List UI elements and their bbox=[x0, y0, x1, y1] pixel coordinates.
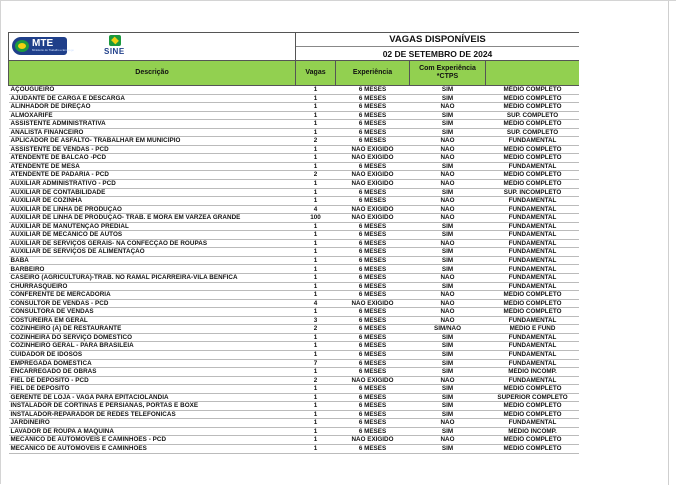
table-row bbox=[9, 214, 580, 223]
escolaridade-cell: MÉDIO COMPLETO bbox=[486, 444, 580, 453]
description-cell: AUXILIAR DE SERVIÇOS DE ALIMENTAÇÃO bbox=[9, 248, 296, 257]
experiencia-cell: NÃO EXIGIDO bbox=[336, 180, 410, 189]
description-cell: GERENTE DE LOJA - VAGA PARA EPITACIOLÂNDIA bbox=[9, 393, 296, 402]
ctps-cell: SIM bbox=[410, 86, 486, 95]
sine-logo bbox=[104, 35, 126, 59]
table-row bbox=[9, 111, 580, 120]
table-row bbox=[9, 145, 580, 154]
ctps-cell: SIM bbox=[410, 368, 486, 377]
vagas-cell: 1 bbox=[296, 86, 336, 95]
vagas-cell: 100 bbox=[296, 214, 336, 223]
vagas-cell: 1 bbox=[296, 282, 336, 291]
experiencia-cell: 6 MESES bbox=[336, 291, 410, 300]
experiencia-cell: NÃO EXIGIDO bbox=[336, 171, 410, 180]
experiencia-cell: 6 MESES bbox=[336, 419, 410, 428]
experiencia-cell: 6 MESES bbox=[336, 274, 410, 283]
description-cell: AUXILIAR DE MECÂNICO DE AUTOS bbox=[9, 231, 296, 240]
ctps-cell: SIM bbox=[410, 111, 486, 120]
description-cell: CASEIRO (AGRICULTURA)-TRAB. NO RAMAL PICARREIRA-VILA BENFICA bbox=[9, 274, 296, 283]
vagas-cell: 1 bbox=[296, 368, 336, 377]
table-row bbox=[9, 265, 580, 274]
table-row bbox=[9, 103, 580, 112]
escolaridade-cell: FUNDAMENTAL bbox=[486, 137, 580, 146]
page-edge bbox=[668, 1, 669, 485]
ctps-cell: NÃO bbox=[410, 274, 486, 283]
description-cell: MECÂNICO DE AUTOMÓVEIS E CAMINHÕES - PCD bbox=[9, 436, 296, 445]
table-row bbox=[9, 231, 580, 240]
table-row bbox=[9, 188, 580, 197]
escolaridade-cell: FUNDAMENTAL bbox=[486, 248, 580, 257]
experiencia-cell: 6 MESES bbox=[336, 239, 410, 248]
ctps-cell: SIM/NÃO bbox=[410, 325, 486, 334]
vagas-cell: 1 bbox=[296, 128, 336, 137]
vagas-cell: 2 bbox=[296, 376, 336, 385]
description-cell: AUXILIAR DE CONTABILIDADE bbox=[9, 188, 296, 197]
column-header-descricao: Descrição bbox=[9, 61, 296, 86]
escolaridade-cell: MÉDIO COMPLETO bbox=[486, 410, 580, 419]
mte-logo bbox=[12, 37, 74, 55]
vagas-cell: 2 bbox=[296, 171, 336, 180]
experiencia-cell: 6 MESES bbox=[336, 256, 410, 265]
escolaridade-cell: MÉDIO COMPLETO bbox=[486, 385, 580, 394]
table-row bbox=[9, 154, 580, 163]
vagas-cell: 1 bbox=[296, 103, 336, 112]
experiencia-cell: 6 MESES bbox=[336, 103, 410, 112]
escolaridade-cell: FUNDAMENTAL bbox=[486, 316, 580, 325]
column-header-com-experiencia: Com Experiência *CTPS bbox=[410, 61, 486, 86]
escolaridade-cell: FUNDAMENTAL bbox=[486, 197, 580, 206]
description-cell: JARDINEIRO bbox=[9, 419, 296, 428]
experiencia-cell: NÃO EXIGIDO bbox=[336, 376, 410, 385]
vagas-cell: 1 bbox=[296, 239, 336, 248]
table-row bbox=[9, 171, 580, 180]
experiencia-cell: 6 MESES bbox=[336, 162, 410, 171]
experiencia-cell: 6 MESES bbox=[336, 316, 410, 325]
escolaridade-cell: MÉDIO COMPLETO bbox=[486, 94, 580, 103]
experiencia-cell: 6 MESES bbox=[336, 427, 410, 436]
column-header-row bbox=[9, 61, 580, 86]
experiencia-cell: 6 MESES bbox=[336, 350, 410, 359]
ctps-cell: SIM bbox=[410, 350, 486, 359]
description-cell: ATENDENTE DE BALCÃO -PCD bbox=[9, 154, 296, 163]
column-header-vagas: Vagas bbox=[296, 61, 336, 86]
sine-logo-text: SINE bbox=[104, 47, 125, 56]
escolaridade-cell: FUNDAMENTAL bbox=[486, 162, 580, 171]
table-row bbox=[9, 248, 580, 257]
vagas-cell: 1 bbox=[296, 248, 336, 257]
ctps-cell: SIM bbox=[410, 188, 486, 197]
vagas-cell: 1 bbox=[296, 256, 336, 265]
description-cell: COZINHEIRA DO SERVIÇO DOMÉSTICO bbox=[9, 333, 296, 342]
description-cell: AUXILIAR DE MANUTENÇÃO PREDIAL bbox=[9, 222, 296, 231]
experiencia-cell: NÃO EXIGIDO bbox=[336, 214, 410, 223]
ctps-cell: SIM bbox=[410, 222, 486, 231]
experiencia-cell: NÃO EXIGIDO bbox=[336, 299, 410, 308]
description-cell: FIEL DE DEPÓSITO bbox=[9, 385, 296, 394]
vagas-cell: 1 bbox=[296, 265, 336, 274]
vagas-cell: 4 bbox=[296, 205, 336, 214]
column-header-escolaridade bbox=[486, 61, 580, 86]
mte-logo-subtext: Ministério do Trabalho e Emprego bbox=[32, 48, 74, 52]
table-row bbox=[9, 291, 580, 300]
description-cell: COZINHEIRO (A) DE RESTAURANTE bbox=[9, 325, 296, 334]
description-cell: AJUDANTE DE CARGA E DESCARGA bbox=[9, 94, 296, 103]
experiencia-cell: 6 MESES bbox=[336, 342, 410, 351]
description-cell: COZINHEIRO GERAL - PARA BRASILÉIA bbox=[9, 342, 296, 351]
description-cell: ATENDENTE DE PADARIA - PCD bbox=[9, 171, 296, 180]
table-row bbox=[9, 299, 580, 308]
vagas-cell: 1 bbox=[296, 342, 336, 351]
escolaridade-cell: FUNDAMENTAL bbox=[486, 376, 580, 385]
vagas-cell: 1 bbox=[296, 393, 336, 402]
ctps-cell: NÃO bbox=[410, 171, 486, 180]
ctps-cell: NÃO bbox=[410, 137, 486, 146]
vagas-cell: 1 bbox=[296, 197, 336, 206]
table-row bbox=[9, 162, 580, 171]
table-row bbox=[9, 368, 580, 377]
table-row bbox=[9, 137, 580, 146]
table-row bbox=[9, 419, 580, 428]
description-cell: AÇOUGUEIRO bbox=[9, 86, 296, 95]
description-cell: CHURRASQUEIRO bbox=[9, 282, 296, 291]
ctps-cell: SIM bbox=[410, 256, 486, 265]
ctps-cell: NÃO bbox=[410, 154, 486, 163]
experiencia-cell: 6 MESES bbox=[336, 308, 410, 317]
experiencia-cell: 6 MESES bbox=[336, 128, 410, 137]
table-row bbox=[9, 256, 580, 265]
experiencia-cell: 6 MESES bbox=[336, 137, 410, 146]
table-row bbox=[9, 359, 580, 368]
description-cell: AUXILIAR DE LINHA DE PRODUÇÃO- TRAB. E MORA EM VARZEA GRANDE bbox=[9, 214, 296, 223]
experiencia-cell: NÃO EXIGIDO bbox=[336, 145, 410, 154]
table-row bbox=[9, 427, 580, 436]
experiencia-cell: 6 MESES bbox=[336, 188, 410, 197]
escolaridade-cell: MÉDIO INCOMP. bbox=[486, 427, 580, 436]
ctps-cell: SIM bbox=[410, 393, 486, 402]
vagas-cell: 1 bbox=[296, 291, 336, 300]
description-cell: AUXILIAR DE LINHA DE PRODUÇÃO bbox=[9, 205, 296, 214]
escolaridade-cell: MÉDIO COMPLETO bbox=[486, 120, 580, 129]
escolaridade-cell: MÉDIO COMPLETO bbox=[486, 180, 580, 189]
escolaridade-cell: MÉDIO INCOMP. bbox=[486, 368, 580, 377]
escolaridade-cell: MÉDIO COMPLETO bbox=[486, 402, 580, 411]
table-row bbox=[9, 197, 580, 206]
table-row bbox=[9, 402, 580, 411]
vagas-cell: 1 bbox=[296, 274, 336, 283]
vagas-cell: 1 bbox=[296, 427, 336, 436]
description-cell: INSTALADOR-REPARADOR DE REDES TELEFÔNICAS bbox=[9, 410, 296, 419]
ctps-cell: SIM bbox=[410, 410, 486, 419]
ctps-cell: SIM bbox=[410, 94, 486, 103]
page-title: VAGAS DISPONÍVEIS bbox=[296, 33, 580, 47]
escolaridade-cell: MÉDIO COMPLETO bbox=[486, 299, 580, 308]
table-row bbox=[9, 120, 580, 129]
ctps-cell: SIM bbox=[410, 385, 486, 394]
description-cell: ENCARREGADO DE OBRAS bbox=[9, 368, 296, 377]
escolaridade-cell: FUNDAMENTAL bbox=[486, 265, 580, 274]
ctps-cell: SIM bbox=[410, 342, 486, 351]
ctps-cell: NÃO bbox=[410, 103, 486, 112]
table-row bbox=[9, 350, 580, 359]
vagas-cell: 1 bbox=[296, 162, 336, 171]
experiencia-cell: 6 MESES bbox=[336, 402, 410, 411]
experiencia-cell: 6 MESES bbox=[336, 94, 410, 103]
ctps-cell: NÃO bbox=[410, 316, 486, 325]
description-cell: ALMOXARIFE bbox=[9, 111, 296, 120]
ctps-cell: SIM bbox=[410, 231, 486, 240]
ctps-cell: NÃO bbox=[410, 308, 486, 317]
description-cell: ANALISTA FINANCEIRO bbox=[9, 128, 296, 137]
description-cell: BABÁ bbox=[9, 256, 296, 265]
vagas-cell: 1 bbox=[296, 385, 336, 394]
ctps-cell: NÃO bbox=[410, 299, 486, 308]
description-cell: ALINHADOR DE DIREÇÃO bbox=[9, 103, 296, 112]
experiencia-cell: 6 MESES bbox=[336, 86, 410, 95]
table-row bbox=[9, 444, 580, 453]
vagas-cell: 1 bbox=[296, 222, 336, 231]
escolaridade-cell: SUP. COMPLETO bbox=[486, 111, 580, 120]
description-cell: ASSISTENTE ADMINISTRATIVA bbox=[9, 120, 296, 129]
table-row bbox=[9, 376, 580, 385]
table-row bbox=[9, 274, 580, 283]
description-cell: AUXILIAR DE SERVIÇOS GERAIS- NA CONFECÇÃO DE ROUPAS bbox=[9, 239, 296, 248]
experiencia-cell: 6 MESES bbox=[336, 197, 410, 206]
experiencia-cell: 6 MESES bbox=[336, 222, 410, 231]
description-cell: EMPREGADA DOMÉSTICA bbox=[9, 359, 296, 368]
vagas-cell: 1 bbox=[296, 94, 336, 103]
vagas-cell: 1 bbox=[296, 419, 336, 428]
experiencia-cell: 6 MESES bbox=[336, 111, 410, 120]
escolaridade-cell: FUNDAMENTAL bbox=[486, 282, 580, 291]
ctps-cell: NÃO bbox=[410, 436, 486, 445]
table-row bbox=[9, 239, 580, 248]
table-row bbox=[9, 325, 580, 334]
escolaridade-cell: MÉDIO COMPLETO bbox=[486, 86, 580, 95]
vagas-cell: 1 bbox=[296, 436, 336, 445]
table-row bbox=[9, 333, 580, 342]
escolaridade-cell: FUNDAMENTAL bbox=[486, 214, 580, 223]
ctps-cell: SIM bbox=[410, 333, 486, 342]
description-cell: AUXILIAR ADMINISTRATIVO - PCD bbox=[9, 180, 296, 189]
vagas-cell: 1 bbox=[296, 350, 336, 359]
ctps-cell: SIM bbox=[410, 162, 486, 171]
vagas-cell: 1 bbox=[296, 111, 336, 120]
vagas-cell: 1 bbox=[296, 154, 336, 163]
spreadsheet bbox=[8, 32, 579, 484]
description-cell: BARBEIRO bbox=[9, 265, 296, 274]
escolaridade-cell: FUNDAMENTAL bbox=[486, 342, 580, 351]
vagas-cell: 2 bbox=[296, 325, 336, 334]
vagas-cell: 1 bbox=[296, 180, 336, 189]
vagas-cell: 7 bbox=[296, 359, 336, 368]
description-cell: LAVADOR DE ROUPA A MAQUINA bbox=[9, 427, 296, 436]
vagas-cell: 1 bbox=[296, 402, 336, 411]
ctps-cell: NÃO bbox=[410, 180, 486, 189]
description-cell: CUIDADOR DE IDOSOS bbox=[9, 350, 296, 359]
escolaridade-cell: MÉDIO COMPLETO bbox=[486, 145, 580, 154]
vagas-cell: 1 bbox=[296, 333, 336, 342]
escolaridade-cell: FUNDAMENTAL bbox=[486, 205, 580, 214]
vagas-cell: 1 bbox=[296, 410, 336, 419]
ctps-cell: SIM bbox=[410, 120, 486, 129]
experiencia-cell: 6 MESES bbox=[336, 359, 410, 368]
escolaridade-cell: MÉDIO COMPLETO bbox=[486, 171, 580, 180]
vagas-cell: 1 bbox=[296, 231, 336, 240]
experiencia-cell: 6 MESES bbox=[336, 333, 410, 342]
ctps-cell: NÃO bbox=[410, 145, 486, 154]
ctps-cell: SIM bbox=[410, 282, 486, 291]
escolaridade-cell: SUPERIOR COMPLETO bbox=[486, 393, 580, 402]
escolaridade-cell: MÉDIO E FUND bbox=[486, 325, 580, 334]
description-cell: ASSISTENTE DE VENDAS - PCD bbox=[9, 145, 296, 154]
mte-logo-text: MTE bbox=[32, 38, 54, 49]
vagas-cell: 1 bbox=[296, 120, 336, 129]
ctps-cell: SIM bbox=[410, 128, 486, 137]
escolaridade-cell: MÉDIO COMPLETO bbox=[486, 154, 580, 163]
ctps-cell: NÃO bbox=[410, 376, 486, 385]
page-date: 02 DE SETEMBRO DE 2024 bbox=[296, 47, 580, 61]
table-row bbox=[9, 205, 580, 214]
escolaridade-cell: FUNDAMENTAL bbox=[486, 350, 580, 359]
description-cell: MECÂNICO DE AUTOMÓVEIS E CAMINHÕES bbox=[9, 444, 296, 453]
vagas-cell: 1 bbox=[296, 444, 336, 453]
escolaridade-cell: SUP. COMPLETO bbox=[486, 128, 580, 137]
ctps-cell: SIM bbox=[410, 444, 486, 453]
ctps-cell: NÃO bbox=[410, 419, 486, 428]
table-row bbox=[9, 94, 580, 103]
experiencia-cell: 6 MESES bbox=[336, 410, 410, 419]
table-row bbox=[9, 393, 580, 402]
escolaridade-cell: FUNDAMENTAL bbox=[486, 239, 580, 248]
vagas-cell: 1 bbox=[296, 188, 336, 197]
description-cell: CONFERENTE DE MERCADORIA bbox=[9, 291, 296, 300]
description-cell: ATENDENTE DE MESA bbox=[9, 162, 296, 171]
vagas-cell: 4 bbox=[296, 299, 336, 308]
escolaridade-cell: FUNDAMENTAL bbox=[486, 419, 580, 428]
experiencia-cell: 6 MESES bbox=[336, 282, 410, 291]
description-cell: CONSULTOR DE VENDAS - PCD bbox=[9, 299, 296, 308]
escolaridade-cell: FUNDAMENTAL bbox=[486, 333, 580, 342]
column-header-experiencia: Experiência bbox=[336, 61, 410, 86]
table-row bbox=[9, 308, 580, 317]
escolaridade-cell: MÉDIO COMPLETO bbox=[486, 291, 580, 300]
escolaridade-cell: FUNDAMENTAL bbox=[486, 274, 580, 283]
ctps-cell: NÃO bbox=[410, 197, 486, 206]
vagas-cell: 3 bbox=[296, 316, 336, 325]
escolaridade-cell: SUP. INCOMPLETO bbox=[486, 188, 580, 197]
vacancies-table bbox=[8, 32, 579, 454]
experiencia-cell: 6 MESES bbox=[336, 248, 410, 257]
description-cell: APLICADOR DE ASFALTO- TRABALHAR EM MUNICÍPIO bbox=[9, 137, 296, 146]
ctps-cell: NÃO bbox=[410, 214, 486, 223]
escolaridade-cell: FUNDAMENTAL bbox=[486, 359, 580, 368]
vagas-cell: 1 bbox=[296, 308, 336, 317]
experiencia-cell: NÃO EXIGIDO bbox=[336, 154, 410, 163]
ctps-cell: SIM bbox=[410, 359, 486, 368]
ctps-cell: SIM bbox=[410, 427, 486, 436]
experiencia-cell: 6 MESES bbox=[336, 368, 410, 377]
table-row bbox=[9, 410, 580, 419]
table-row bbox=[9, 180, 580, 189]
escolaridade-cell: MÉDIO COMPLETO bbox=[486, 308, 580, 317]
experiencia-cell: 6 MESES bbox=[336, 393, 410, 402]
escolaridade-cell: FUNDAMENTAL bbox=[486, 231, 580, 240]
escolaridade-cell: MÉDIO COMPLETO bbox=[486, 436, 580, 445]
escolaridade-cell: FUNDAMENTAL bbox=[486, 256, 580, 265]
ctps-cell: NÃO bbox=[410, 291, 486, 300]
table-row bbox=[9, 385, 580, 394]
table-row bbox=[9, 342, 580, 351]
ctps-cell: NÃO bbox=[410, 205, 486, 214]
experiencia-cell: 6 MESES bbox=[336, 385, 410, 394]
table-row bbox=[9, 316, 580, 325]
experiencia-cell: NÃO EXIGIDO bbox=[336, 436, 410, 445]
escolaridade-cell: MÉDIO COMPLETO bbox=[486, 103, 580, 112]
table-row bbox=[9, 128, 580, 137]
description-cell: CONSULTORA DE VENDAS bbox=[9, 308, 296, 317]
experiencia-cell: 6 MESES bbox=[336, 231, 410, 240]
table-row bbox=[9, 436, 580, 445]
description-cell: COSTUREIRA EM GERAL bbox=[9, 316, 296, 325]
ctps-cell: SIM bbox=[410, 402, 486, 411]
ctps-cell: NÃO bbox=[410, 239, 486, 248]
experiencia-cell: 6 MESES bbox=[336, 444, 410, 453]
escolaridade-cell: FUNDAMENTAL bbox=[486, 222, 580, 231]
description-cell: FIEL DE DEPÓSITO - PCD bbox=[9, 376, 296, 385]
description-cell: AUXILIAR DE COZINHA bbox=[9, 197, 296, 206]
vagas-cell: 1 bbox=[296, 145, 336, 154]
vagas-cell: 2 bbox=[296, 137, 336, 146]
experiencia-cell: 6 MESES bbox=[336, 325, 410, 334]
ctps-cell: SIM bbox=[410, 248, 486, 257]
logos-cell bbox=[9, 33, 296, 61]
ctps-cell: SIM bbox=[410, 265, 486, 274]
table-row bbox=[9, 222, 580, 231]
description-cell: INSTALADOR DE CORTINAS E PERSIANAS, PORTAS E BOXE bbox=[9, 402, 296, 411]
table-row bbox=[9, 282, 580, 291]
experiencia-cell: 6 MESES bbox=[336, 120, 410, 129]
experiencia-cell: 6 MESES bbox=[336, 265, 410, 274]
table-row bbox=[9, 86, 580, 95]
experiencia-cell: NÃO EXIGIDO bbox=[336, 205, 410, 214]
